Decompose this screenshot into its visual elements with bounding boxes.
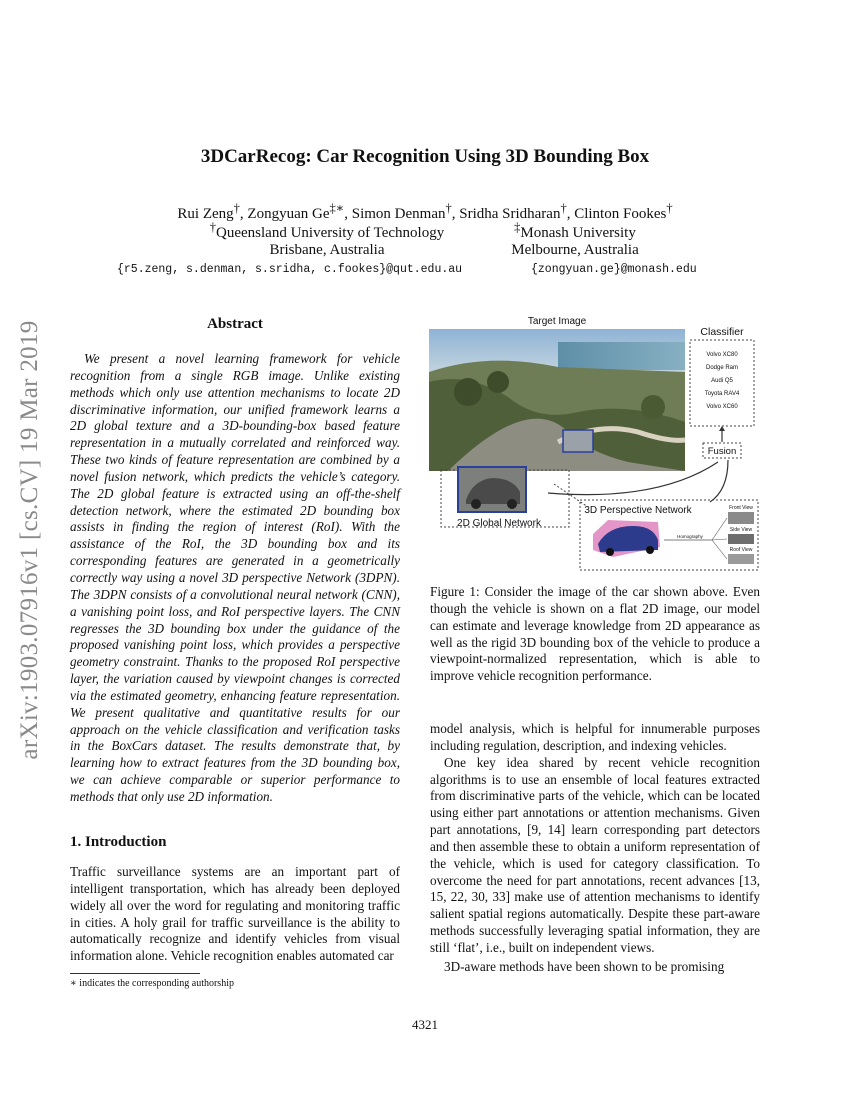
class-item: Dodge Ram bbox=[705, 365, 739, 371]
abstract-heading: Abstract bbox=[207, 316, 263, 332]
side-view-thumb bbox=[728, 534, 754, 544]
arxiv-sidebar-stamp bbox=[10, 290, 50, 790]
figure-1-caption: Figure 1: Consider the image of the car shown above. Even though the vehicle is shown on a flat 2D image, our model can estimate and leverage knowledge from 2D appearance as well as the rigid 3D bounding box of the vehicle to produce a viewpoint-normalized representation, which is able to improve vehicle recognition performance. bbox=[430, 584, 760, 684]
author-mark: † bbox=[560, 201, 567, 215]
paper-title: 3DCarRecog: Car Recognition Using 3D Bounding Box bbox=[200, 146, 650, 167]
page-number: 4321 bbox=[412, 1017, 438, 1032]
affiliation-city: Melbourne, Australia bbox=[511, 242, 639, 258]
author-name: Sridha Sridharan bbox=[459, 206, 561, 222]
affiliation-monash bbox=[490, 220, 660, 259]
classifier-class-list bbox=[705, 352, 740, 410]
perspective-to-fusion-arrow bbox=[710, 460, 728, 502]
view-label: Roof View bbox=[729, 547, 753, 553]
classifier-label: Classifier bbox=[700, 326, 744, 338]
affiliation-mark: † bbox=[209, 220, 217, 234]
author-name: Zongyuan Ge bbox=[247, 206, 330, 222]
author-name: Rui Zeng bbox=[177, 206, 234, 222]
affiliation-qut bbox=[182, 220, 472, 259]
author-list: Rui Zeng†, Zongyuan Ge‡∗, Simon Denman†, Sridha Sridharan†, Clinton Fookes† bbox=[177, 201, 673, 222]
footnote: ∗ indicates the corresponding authorship bbox=[70, 978, 234, 989]
view-label: Side View bbox=[729, 527, 753, 533]
affiliation-mark: ‡ bbox=[514, 220, 521, 234]
target-image-label: Target Image bbox=[527, 316, 587, 327]
introduction-body: Traffic surveillance systems are an important part of intelligent transportation, which has already been deployed widely all over the word for regulating and monitoring traffic in cities. A holy grail for traffic surveillance is the ability to automatically recognize and identify vehicles from visual information alone. Vehicle recognition enables automated car bbox=[70, 864, 400, 964]
view-label: Front View bbox=[729, 505, 753, 511]
affiliation-city: Brisbane, Australia bbox=[269, 242, 385, 258]
author-name: Clinton Fookes bbox=[574, 206, 667, 222]
paragraph: One key idea shared by recent vehicle recognition algorithms is to use an ensemble of local features extracted from discriminative parts of the vehicle, which can be located using either part annotations or attention mechanisms. Given part annotations, [9, 14] learn corresponding part detectors and then assemble these to obtain a uniform representation of the vehicle, which is used for category classification. To overcome the need for part annotations, recent advances [13, 15, 22, 30, 33] make use of attention mechanisms to identify salient spatial regions automatically. Despite these part-aware methods successfully leveraging spatial information, they are still ‘flat’, i.e., built on independent views. bbox=[430, 754, 760, 955]
section-heading-introduction: 1. Introduction bbox=[70, 834, 167, 850]
email-qut: {r5.zeng, s.denman, s.sridha, c.fookes}@qut.edu.au bbox=[117, 263, 463, 276]
author-mark: † bbox=[233, 201, 240, 215]
class-item: Audi Q5 bbox=[711, 378, 733, 384]
paragraph: model analysis, which is helpful for innumerable purposes including regulation, description, and indexing vehicles. bbox=[430, 721, 760, 753]
right-column-text bbox=[430, 721, 760, 976]
3d-box-car bbox=[593, 520, 660, 557]
roof-view-thumb bbox=[728, 554, 754, 564]
paragraph: 3D-aware methods have been shown to be promising bbox=[444, 958, 725, 974]
homography-label: Homography bbox=[677, 534, 703, 539]
global-network-label: 2D Global Network bbox=[457, 518, 541, 529]
footnote-rule bbox=[70, 973, 200, 974]
view-thumbnails bbox=[712, 505, 754, 564]
arxiv-id: arXiv:1903.07916v1 [cs.CV] 19 Mar 2019 bbox=[16, 320, 43, 760]
affiliation-name: Queensland University of Technology bbox=[216, 225, 445, 241]
author-mark: † bbox=[666, 201, 673, 215]
fusion-label: Fusion bbox=[707, 446, 737, 457]
perspective-network-label: 3D Perspective Network bbox=[584, 505, 692, 516]
figure-1 bbox=[428, 312, 768, 574]
author-name: Simon Denman bbox=[351, 206, 446, 222]
abstract-body: We present a novel learning framework for vehicle recognition from a single RGB image. Unlike existing methods which only use attention mechanisms to locate 2D discriminative information, our unified framework learns a 2D global texture and a 3D-bounding-box based feature representation in a mutually correlated and reinforced way. These two kinds of feature representation are combined by a novel fusion network, which predicts the vehicle’s category. The 2D global feature is extracted using an off-the-shelf detection network, where the estimated 2D bounding box assists in finding the region of interest (RoI). With the assistance of the RoI, the 3D bounding box and its corresponding features are generated in a geometrically correctly way using a novel 3D perspective Network (3DPN). The 3DPN consists of a convolutional neural network (CNN), a vanishing point loss, and RoI perspective layers. The CNN regresses the 3D bounding box under the guidance of the proposed vanishing point loss, which provides a perspective geometry constraint. Thanks to the proposed RoI perspective layer, the variation caused by viewpoint changes is corrected via the estimated geometry, enhancing feature representation. We present qualitative and quantitative results for our approach on the vehicle classification and verification tasks in the BoxCars dataset. The results demonstrate that, by learning how to extract features from the 3D bounding box, we can achieve comparable or superior performance to methods that only use 2D information. bbox=[70, 351, 400, 804]
class-item: Volvo XC80 bbox=[706, 352, 738, 358]
affiliation-name: Monash University bbox=[520, 225, 636, 241]
class-item: Volvo XC60 bbox=[706, 404, 738, 410]
target-image-photo bbox=[429, 329, 685, 471]
author-mark: ‡∗ bbox=[329, 201, 345, 215]
arrow-head bbox=[719, 426, 725, 431]
front-view-thumb bbox=[728, 512, 754, 524]
email-monash: {zongyuan.ge}@monash.edu bbox=[531, 263, 697, 276]
figure-1-diagram bbox=[428, 312, 768, 574]
class-item: Toyota RAV4 bbox=[704, 391, 740, 397]
author-mark: † bbox=[445, 201, 452, 215]
